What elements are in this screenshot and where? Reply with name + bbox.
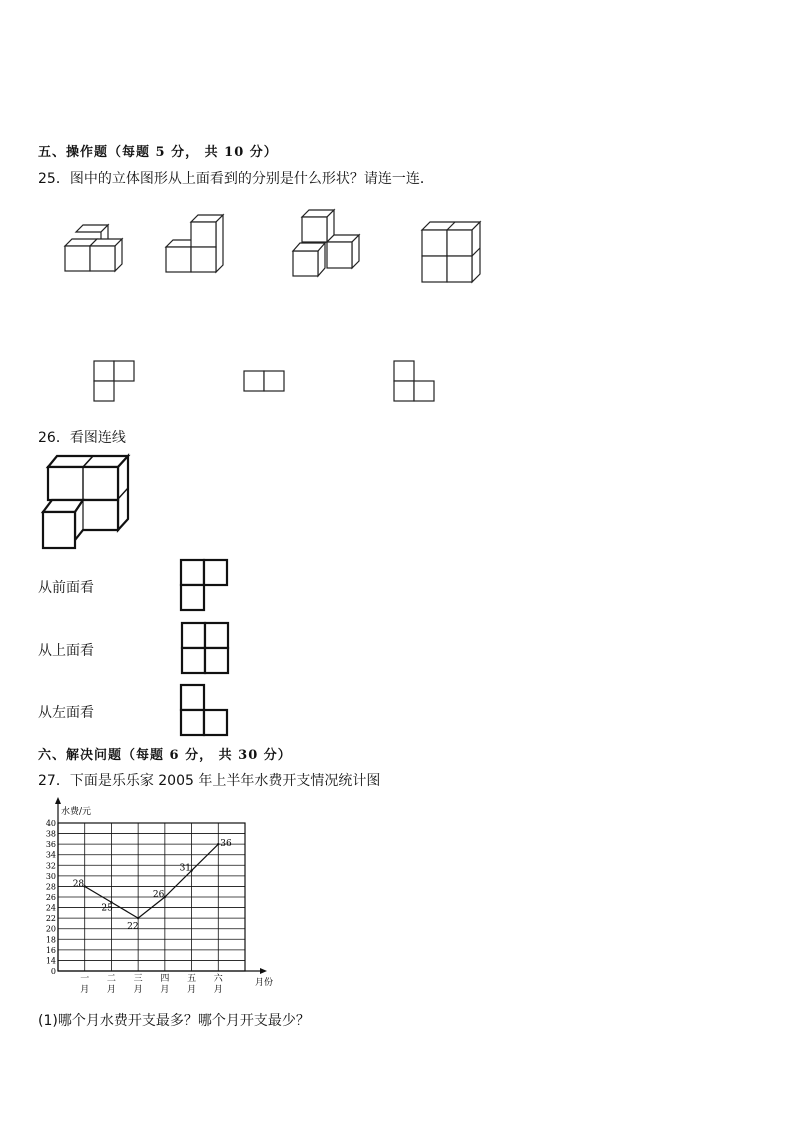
view-shape-3[interactable] [181, 685, 227, 735]
top-view-option-2[interactable] [244, 371, 284, 391]
data-label: 26 [152, 890, 165, 900]
y-tick-label: 16 [45, 945, 56, 955]
x-tick-label-top: 一 [80, 974, 90, 984]
view-shape-1[interactable] [181, 560, 227, 610]
x-tick-label-bottom: 月 [106, 985, 116, 995]
q26-solid-figure [40, 452, 140, 552]
x-tick-label-top: 六 [213, 974, 223, 984]
view-label-top: 从上面看 [38, 643, 94, 659]
data-point [137, 917, 139, 919]
data-point [217, 843, 219, 845]
y-tick-label: 26 [45, 893, 56, 902]
x-axis-label: 月份 [255, 978, 274, 988]
data-label: 31 [179, 863, 192, 874]
x-axis-arrow [260, 968, 267, 974]
top-view-option-1[interactable] [94, 361, 134, 401]
y-tick-label: 20 [45, 924, 56, 934]
solid-figure-4[interactable] [422, 222, 480, 282]
question-25: 25．图中的立体图形从上面看到的分别是什么形状？请连一连． [38, 171, 434, 187]
q26-view-shapes [178, 558, 238, 748]
section-5-heading: 五、操作题（每题 5 分， 共 10 分） [38, 145, 278, 160]
data-label: 25 [101, 903, 113, 914]
y-tick-label: 28 [45, 882, 56, 892]
x-tick-label-top: 二 [106, 974, 116, 984]
data-label: 28 [72, 879, 85, 890]
y-tick-label: 22 [45, 914, 56, 924]
y-tick-label: 14 [45, 956, 56, 966]
y-tick-label: 40 [45, 819, 56, 828]
x-tick-label-bottom: 月 [80, 985, 90, 995]
y-axis-label: 水费/元 [61, 807, 92, 817]
x-tick-label-bottom: 月 [187, 985, 197, 995]
solid-figure-2[interactable] [166, 215, 223, 272]
y-tick-label: 34 [45, 850, 56, 860]
view-label-front: 从前面看 [38, 580, 94, 596]
question-27: 27．下面是乐乐家 2005 年上半年水费开支情况统计图 [38, 773, 381, 789]
x-tick-label-bottom: 月 [160, 985, 170, 995]
section-6-heading: 六、解决问题（每题 6 分， 共 30 分） [38, 748, 292, 763]
y-axis-arrow [55, 797, 61, 804]
data-label: 36 [220, 839, 232, 850]
y-tick-label: 38 [45, 829, 56, 839]
solid-figure-3[interactable] [293, 210, 359, 276]
water-fee-line-chart [38, 798, 274, 998]
question-26: 26．看图连线 [38, 430, 126, 446]
y-tick-label: 24 [45, 903, 56, 913]
x-tick-label-top: 五 [187, 974, 197, 984]
y-tick-label: 18 [45, 935, 56, 945]
view-shape-2[interactable] [182, 623, 228, 673]
x-tick-label-top: 三 [133, 974, 143, 984]
y-tick-label: 0 [50, 967, 56, 976]
top-view-option-3[interactable] [394, 361, 434, 401]
y-tick-label: 32 [45, 861, 56, 871]
x-tick-label-bottom: 月 [133, 985, 143, 995]
x-tick-label-bottom: 月 [213, 985, 223, 995]
data-label: 22 [127, 922, 139, 933]
y-tick-label: 30 [45, 871, 56, 881]
x-tick-label-top: 四 [160, 974, 170, 984]
y-tick-label: 36 [45, 840, 56, 850]
solid-figure-1[interactable] [65, 225, 122, 271]
sub-question-1: (1)哪个月水费开支最多？哪个月开支最少？ [38, 1013, 310, 1029]
view-label-left: 从左面看 [38, 705, 94, 721]
